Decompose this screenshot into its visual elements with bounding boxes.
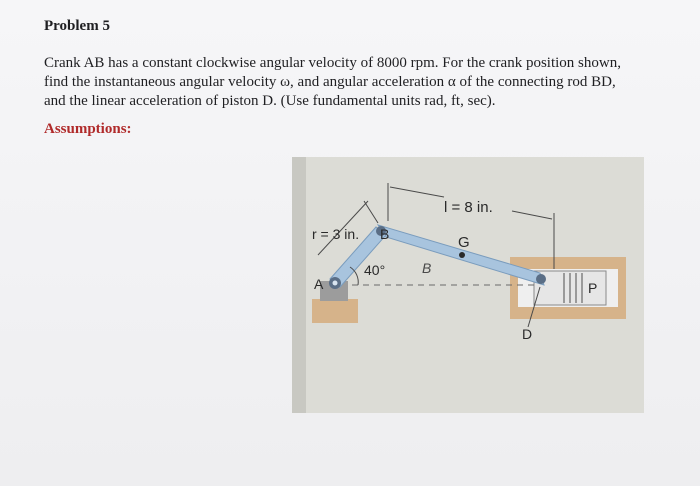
crank-radius-label: r = 3 in. — [312, 226, 360, 242]
problem-line-3: and the linear acceleration of piston D. (Use fundamental units rad, ft, sec). — [44, 93, 496, 109]
pin-d — [536, 274, 546, 284]
point-d-label: D — [522, 326, 533, 342]
problem-line-2: find the instantaneous angular velocity ω, and angular acceleration α of the connecting rod BD, — [44, 74, 616, 90]
problem-title: Problem 5 — [44, 18, 110, 34]
ground-block — [312, 299, 358, 323]
assumptions-label: Assumptions: — [44, 121, 132, 137]
point-b-label: B — [380, 226, 390, 242]
problem-statement — [44, 54, 664, 111]
rod-length-label: l = 8 in. — [444, 199, 493, 216]
mechanism-figure — [292, 157, 644, 413]
point-p-label: P — [588, 280, 598, 296]
rod-mark: B — [422, 260, 432, 276]
problem-line-1: Crank AB has a constant clockwise angular velocity of 8000 rpm. For the crank position shown, — [44, 55, 621, 71]
angle-label: 40° — [364, 262, 386, 278]
figure-wall-shade — [292, 157, 306, 413]
point-g-label: G — [458, 234, 470, 251]
mechanism-diagram — [292, 157, 644, 413]
center-g-dot — [459, 252, 465, 258]
point-a-label: A — [314, 276, 324, 292]
